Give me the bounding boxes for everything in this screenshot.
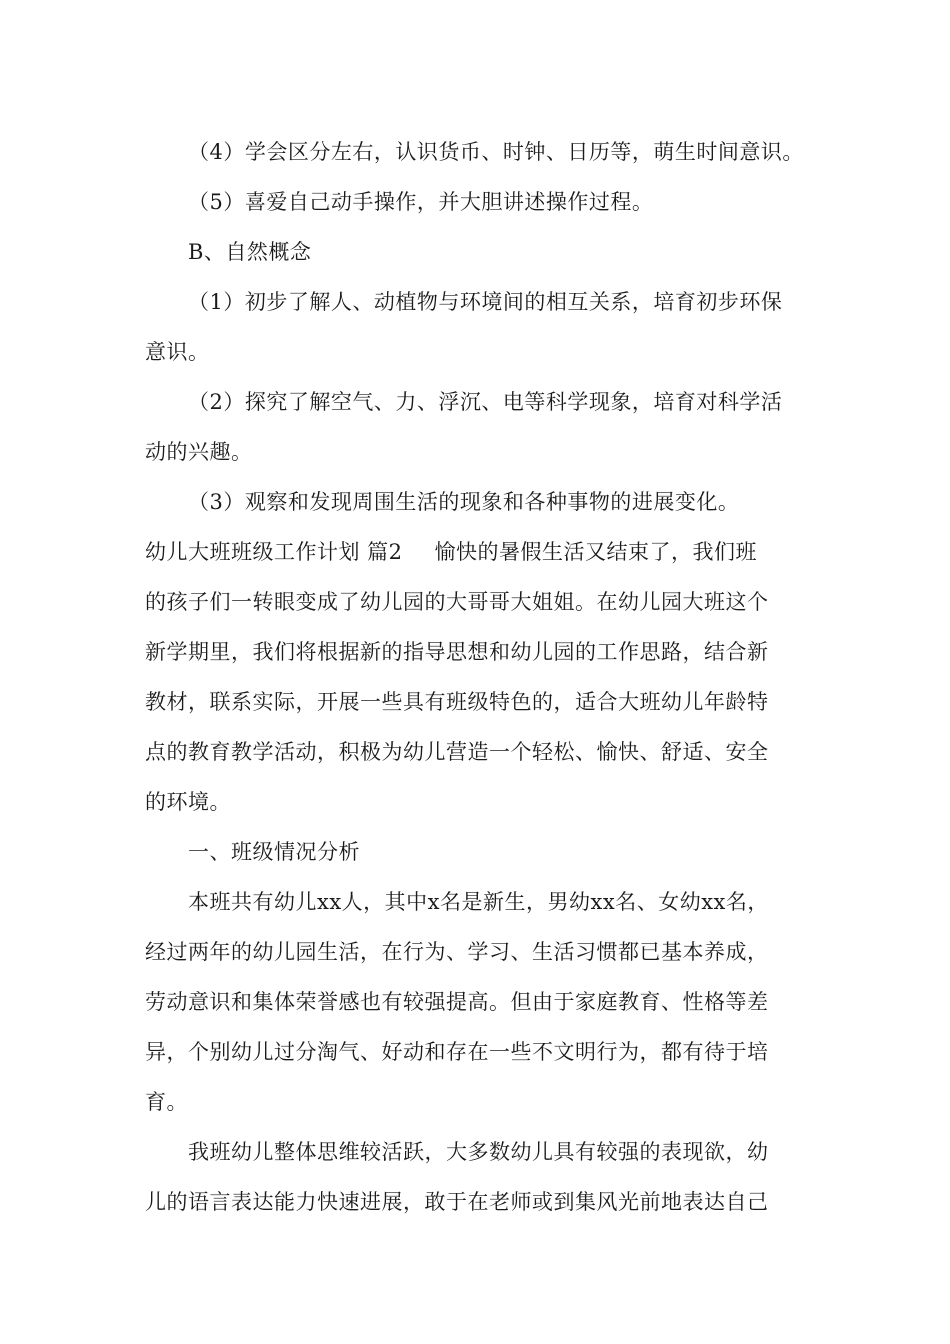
text-line: （4）学会区分左右，认识货币、时钟、日历等，萌生时间意识。 [188, 140, 804, 164]
text-line: （1）初步了解人、动植物与环境间的相互关系，培育初步环保 [188, 290, 783, 314]
article-title: 幼儿大班班级工作计划 篇2 [145, 540, 403, 564]
text-line: （3）观察和发现周围生活的现象和各种事物的进展变化。 [188, 490, 740, 514]
text-line: 经过两年的幼儿园生活，在行为、学习、生活习惯都已基本养成， [145, 940, 769, 964]
text-line: 新学期里，我们将根据新的指导思想和幼儿园的工作思路，结合新 [145, 640, 769, 664]
article-title-line [145, 538, 815, 566]
section-heading: 一、班级情况分析 [188, 840, 360, 864]
section-heading: B、自然概念 [188, 240, 312, 264]
text-line: （5）喜爱自己动手操作，并大胆讲述操作过程。 [188, 190, 654, 214]
text-line: 我班幼儿整体思维较活跃，大多数幼儿具有较强的表现欲，幼 [188, 1140, 769, 1164]
text-line: 点的教育教学活动，积极为幼儿营造一个轻松、愉快、舒适、安全 [145, 740, 769, 764]
text-line: 儿的语言表达能力快速进展，敢于在老师或到集风光前地表达自己 [145, 1190, 769, 1214]
text-line: 的环境。 [145, 790, 231, 814]
text-line: 教材，联系实际，开展一些具有班级特色的，适合大班幼儿年龄特 [145, 690, 769, 714]
text-line: 本班共有幼儿xx人，其中x名是新生，男幼xx名、女幼xx名， [188, 890, 769, 914]
text-line: 育。 [145, 1090, 188, 1114]
text-line: （2）探究了解空气、力、浮沉、电等科学现象，培育对科学活 [188, 390, 783, 414]
text-line: 异，个别幼儿过分淘气、好动和存在一些不文明行为，都有待于培 [145, 1040, 769, 1064]
text-line: 动的兴趣。 [145, 440, 253, 464]
paragraph-start: 愉快的暑假生活又结束了，我们班 [434, 540, 758, 564]
text-line: 劳动意识和集体荣誉感也有较强提高。但由于家庭教育、性格等差 [145, 990, 769, 1014]
text-line: 的孩子们一转眼变成了幼儿园的大哥哥大姐姐。在幼儿园大班这个 [145, 590, 769, 614]
text-line: 意识。 [145, 340, 210, 364]
